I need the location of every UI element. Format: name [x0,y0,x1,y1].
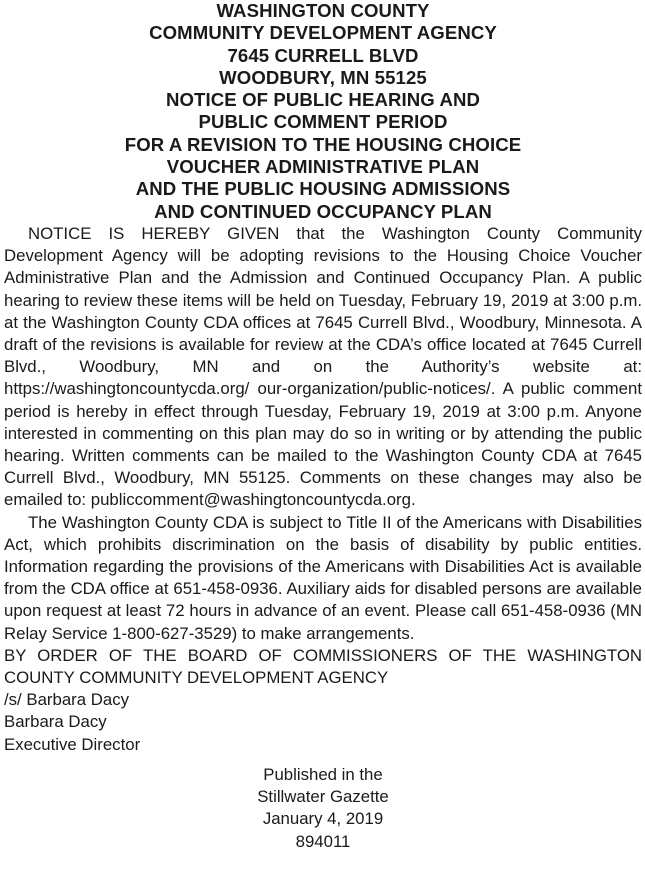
heading-line: 7645 CURRELL BLVD [227,44,419,66]
publication-info [4,764,642,853]
ad-number: 894011 [295,831,351,851]
notice-body [4,223,642,756]
published-in-label: Published in the [263,764,383,784]
publication-date: January 4, 2019 [262,809,384,829]
heading-line: FOR A REVISION TO THE HOUSING CHOICE [124,133,522,155]
ada-paragraph: The Washington County CDA is subject to Title II of the Americans with Disabilities Act, which prohibits discrimination on the basis of disability by public entities. Information regarding the provisions of the Americans with Disabilities Act is available from the CDA office at 651-458-0936. Auxiliary aids for disabled persons are available upon request at least 72 hours in advance of an event. Please call 651-458-0936 (MN Relay Service 1-800-627-3529) to make arrangements. [4,512,642,643]
heading-line: WASHINGTON COUNTY [216,0,430,21]
heading-line: COMMUNITY DEVELOPMENT AGENCY [149,22,497,44]
heading-line: PUBLIC COMMENT PERIOD [198,111,448,133]
board-order-line: BY ORDER OF THE BOARD OF COMMISSIONERS OF THE WASHINGTON COUNTY COMMUNITY DEVELOPMENT AGENCY [4,645,642,688]
heading-line: NOTICE OF PUBLIC HEARING AND [165,89,481,111]
heading-line: WOODBURY, MN 55125 [219,66,427,88]
heading-line: VOUCHER ADMINISTRATIVE PLAN [166,156,480,178]
signer-title: Executive Director [4,734,141,754]
signature-line: /s/ Barbara Dacy [4,690,129,710]
hearing-paragraph: NOTICE IS HEREBY GIVEN that the Washington County Community Development Agency will be adopting revisions to the Housing Choice Voucher Administrative Plan and the Admission and Continued Occupancy Plan. A public hearing to review these items will be held on Tuesday, February 19, 2019 at 3:00 p.m. at the Washington County CDA offices at 7645 Currell Blvd., Woodbury, Minnesota. A draft of the revisions is available for review at the CDA’s office located at 7645 Currell Blvd., Woodbury, MN and on the Authority’s website at: https://washingtoncountycda.org/ our-organization/public-notices/. A public comment period is hereby in effect through Tuesday, February 19, 2019 at 3:00 p.m. Anyone interested in commenting on this plan may do so in writing or by attending the public hearing. Written comments can be mailed to the Washington County CDA at 7645 Currell Blvd., Woodbury, MN 55125. Comments on these changes may also be emailed to: publiccomment@washingtoncountycda.org. [4,223,642,510]
newspaper-name: Stillwater Gazette [257,787,389,807]
heading-line: AND THE PUBLIC HOUSING ADMISSIONS [135,178,511,200]
heading-line: AND CONTINUED OCCUPANCY PLAN [154,200,492,222]
signer-name: Barbara Dacy [4,712,107,732]
notice-heading [4,0,642,223]
